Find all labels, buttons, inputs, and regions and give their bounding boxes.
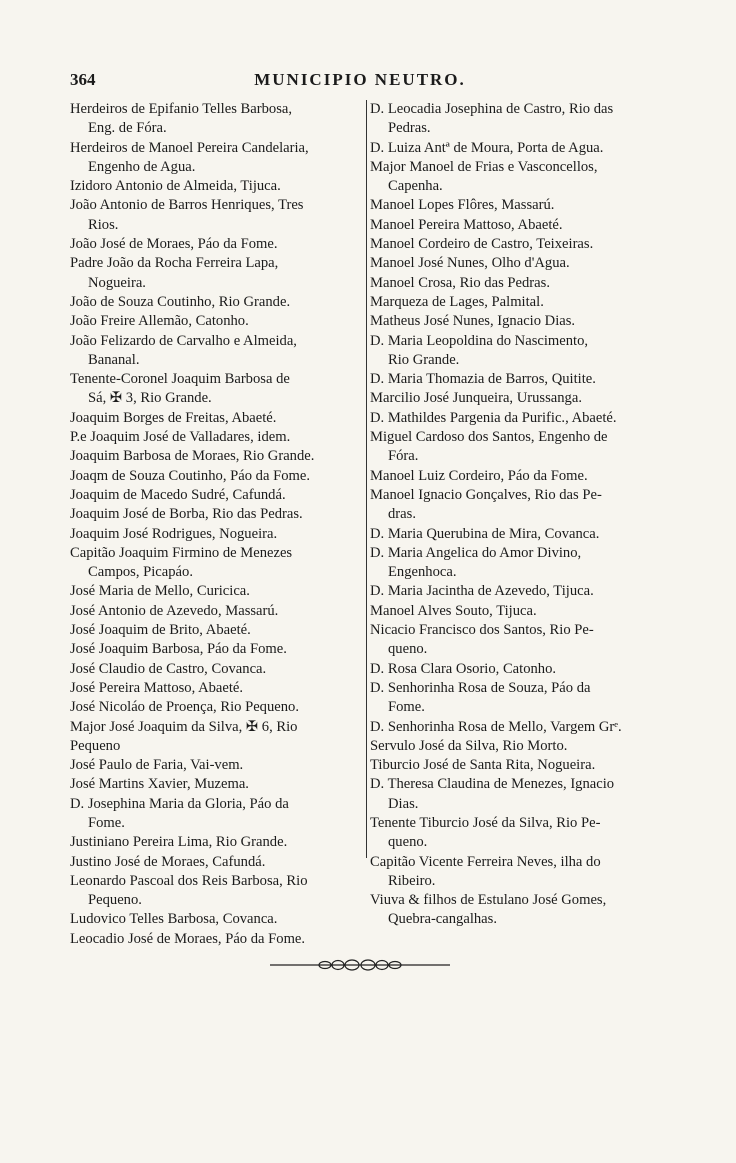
- directory-entry: [70, 467, 358, 486]
- directory-entry: [70, 447, 358, 466]
- entry-line: D. Josephina Maria da Gloria, Páo da: [70, 795, 289, 812]
- entry-line: Manoel Alves Souto, Tijuca.: [370, 602, 537, 619]
- entry-continuation: Pequeno.: [88, 892, 142, 909]
- directory-entry: [70, 100, 358, 139]
- directory-entry: [370, 389, 655, 408]
- entry-line: Nicacio Francisco dos Santos, Rio Pe-: [370, 622, 594, 639]
- right-column: [366, 100, 655, 928]
- directory-entry: [370, 582, 655, 601]
- directory-entry: [370, 370, 655, 389]
- entry-line: D. Rosa Clara Osorio, Catonho.: [370, 660, 557, 677]
- entry-line: Joaquim José Rodrigues, Nogueira.: [70, 525, 278, 542]
- entry-continuation: dras.: [388, 506, 416, 523]
- entry-line: Major José Joaquim da Silva, ✠ 6, Rio: [70, 718, 298, 735]
- entry-continuation: queno.: [388, 834, 428, 851]
- entry-line: Servulo José da Silva, Rio Morto.: [370, 737, 568, 754]
- entry-line: Herdeiros de Epifanio Telles Barbosa,: [70, 101, 293, 117]
- entry-line: Manoel Crosa, Rio das Pedras.: [370, 274, 550, 291]
- directory-entry: [370, 293, 655, 312]
- entry-line: Marcilio José Junqueira, Urussanga.: [370, 390, 582, 407]
- directory-entry: [370, 428, 655, 467]
- entry-line: José Nicoláo de Proença, Rio Pequeno.: [70, 699, 299, 716]
- entry-continuation: Eng. de Fóra.: [88, 120, 167, 137]
- entry-line: Manoel Luiz Cordeiro, Páo da Fome.: [370, 467, 588, 484]
- entry-line: Izidoro Antonio de Almeida, Tijuca.: [70, 178, 281, 195]
- directory-entry: [70, 505, 358, 524]
- entry-line: Capitão Joaquim Firmino de Menezes: [70, 544, 293, 561]
- directory-entry: [370, 467, 655, 486]
- directory-entry: [70, 332, 358, 371]
- entry-line: José Martins Xavier, Muzema.: [70, 776, 249, 793]
- directory-entry: [370, 814, 655, 853]
- directory-entry: [370, 216, 655, 235]
- directory-entry: [70, 312, 358, 331]
- entry-line: Tenente-Coronel Joaquim Barbosa de: [70, 371, 290, 388]
- directory-entry: [70, 544, 358, 583]
- directory-entry: [370, 274, 655, 293]
- directory-entry: [70, 872, 358, 911]
- entry-line: Joaquim Barbosa de Moraes, Rio Grande.: [70, 448, 315, 465]
- entry-line: D. Senhorinha Rosa de Mello, Vargem Grᵉ.: [370, 718, 622, 735]
- directory-entry: [370, 486, 655, 525]
- entry-line: D. Luiza Antª de Moura, Porta de Agua.: [370, 139, 604, 156]
- entry-continuation: Rio Grande.: [388, 351, 460, 368]
- directory-entry: [370, 737, 655, 756]
- entry-continuation: Capenha.: [388, 178, 443, 195]
- entry-line: Miguel Cardoso dos Santos, Engenho de: [370, 429, 608, 446]
- entry-continuation: Pequeno: [70, 737, 121, 754]
- directory-entry: [70, 640, 358, 659]
- entry-line: D. Leocadia Josephina de Castro, Rio das: [370, 101, 614, 117]
- directory-entry: [70, 370, 358, 409]
- entry-line: D. Theresa Claudina de Menezes, Ignacio: [370, 776, 615, 793]
- directory-entry: [70, 930, 358, 949]
- entry-line: D. Maria Thomazia de Barros, Quitite.: [370, 371, 596, 388]
- directory-entry: [70, 409, 358, 428]
- entry-line: P.e Joaquim José de Valladares, idem.: [70, 429, 291, 446]
- entry-line: José Antonio de Azevedo, Massarú.: [70, 602, 279, 619]
- entry-line: D. Maria Jacintha de Azevedo, Tijuca.: [370, 583, 594, 600]
- directory-entry: [370, 679, 655, 718]
- directory-entry: [70, 775, 358, 794]
- directory-entry: [70, 602, 358, 621]
- entry-continuation: Pedras.: [388, 120, 431, 137]
- entry-line: Ludovico Telles Barbosa, Covanca.: [70, 911, 278, 928]
- entry-continuation: Bananal.: [88, 351, 140, 368]
- directory-entry: [370, 621, 655, 660]
- entry-line: Capitão Vicente Ferreira Neves, ilha do: [370, 853, 601, 870]
- directory-entry: [370, 235, 655, 254]
- entry-line: Viuva & filhos de Estulano José Gomes,: [370, 892, 607, 909]
- directory-entry: [70, 293, 358, 312]
- directory-entry: [370, 332, 655, 371]
- entry-line: Joaquim José de Borba, Rio das Pedras.: [70, 506, 303, 523]
- entry-line: Tiburcio José de Santa Rita, Nogueira.: [370, 757, 596, 774]
- directory-entry: [370, 660, 655, 679]
- entry-continuation: Fóra.: [388, 448, 419, 465]
- entry-line: Matheus José Nunes, Ignacio Dias.: [370, 313, 576, 330]
- page-header: [70, 70, 650, 94]
- entry-line: Manoel Ignacio Gonçalves, Rio das Pe-: [370, 486, 602, 503]
- directory-entry: [70, 235, 358, 254]
- entry-line: Justino José de Moraes, Cafundá.: [70, 853, 266, 870]
- entry-line: João José de Moraes, Páo da Fome.: [70, 236, 278, 253]
- entry-line: Manoel Cordeiro de Castro, Teixeiras.: [370, 236, 594, 253]
- directory-entry: [70, 718, 358, 757]
- directory-entry: [370, 853, 655, 892]
- entry-continuation: queno.: [388, 641, 428, 658]
- entry-line: João Felizardo de Carvalho e Almeida,: [70, 332, 297, 349]
- directory-entry: [70, 428, 358, 447]
- entry-line: Marqueza de Lages, Palmital.: [370, 293, 544, 310]
- directory-entry: [370, 100, 655, 139]
- directory-entry: [70, 621, 358, 640]
- entry-line: Manoel Lopes Flôres, Massarú.: [370, 197, 555, 214]
- entry-line: Joaquim Borges de Freitas, Abaeté.: [70, 409, 277, 426]
- directory-entry: [70, 525, 358, 544]
- directory-entry: [370, 139, 655, 158]
- directory-entry: [70, 698, 358, 717]
- entry-continuation: Fome.: [388, 699, 425, 716]
- entry-line: José Pereira Mattoso, Abaeté.: [70, 679, 244, 696]
- left-column: [70, 100, 358, 949]
- entry-line: D. Maria Leopoldina do Nascimento,: [370, 332, 589, 349]
- entry-line: Manoel Pereira Mattoso, Abaeté.: [370, 216, 563, 233]
- entry-line: Manoel José Nunes, Olho d'Agua.: [370, 255, 570, 272]
- entry-line: Justiniano Pereira Lima, Rio Grande.: [70, 834, 288, 851]
- entry-line: Major Manoel de Frias e Vasconcellos,: [370, 158, 598, 175]
- directory-entry: [370, 602, 655, 621]
- entry-continuation: Nogueira.: [88, 274, 146, 291]
- directory-entry: [70, 833, 358, 852]
- directory-entry: [70, 139, 358, 178]
- entry-continuation: Ribeiro.: [388, 872, 436, 889]
- entry-line: José Claudio de Castro, Covanca.: [70, 660, 267, 677]
- entry-line: Joaquim de Macedo Sudré, Cafundá.: [70, 486, 286, 503]
- entry-continuation: Campos, Picapáo.: [88, 564, 193, 581]
- page-title: MUNICIPIO NEUTRO.: [254, 70, 466, 89]
- page-number: 364: [70, 70, 96, 89]
- directory-entry: [70, 910, 358, 929]
- end-ornament: [270, 958, 450, 972]
- entry-line: Tenente Tiburcio José da Silva, Rio Pe-: [370, 814, 601, 831]
- entry-line: Padre João da Rocha Ferreira Lapa,: [70, 255, 279, 272]
- entry-line: José Paulo de Faria, Vai-vem.: [70, 757, 244, 774]
- directory-entry: [370, 775, 655, 814]
- directory-entry: [70, 795, 358, 834]
- directory-entry: [70, 582, 358, 601]
- entry-line: José Joaquim de Brito, Abaeté.: [70, 622, 251, 639]
- directory-entry: [70, 679, 358, 698]
- directory-entry: [70, 486, 358, 505]
- directory-entry: [70, 756, 358, 775]
- directory-entry: [70, 254, 358, 293]
- directory-entry: [370, 254, 655, 273]
- entry-continuation: Rios.: [88, 216, 119, 233]
- directory-entry: [370, 196, 655, 215]
- directory-entry: [370, 409, 655, 428]
- entry-line: João Freire Allemão, Catonho.: [70, 313, 249, 330]
- directory-entry: [70, 196, 358, 235]
- directory-entry: [370, 891, 655, 930]
- directory-entry: [370, 718, 655, 737]
- entry-continuation: Sá, ✠ 3, Rio Grande.: [88, 390, 212, 407]
- directory-entry: [370, 312, 655, 331]
- entry-line: João de Souza Coutinho, Rio Grande.: [70, 293, 291, 310]
- entry-line: Herdeiros de Manoel Pereira Candelaria,: [70, 139, 309, 156]
- entry-line: D. Maria Querubina de Mira, Covanca.: [370, 525, 600, 542]
- entry-continuation: Engenhoca.: [388, 564, 457, 581]
- entry-line: Joaqm de Souza Coutinho, Páo da Fome.: [70, 467, 310, 484]
- entry-continuation: Quebra-cangalhas.: [388, 911, 497, 928]
- entry-line: Leonardo Pascoal dos Reis Barbosa, Rio: [70, 872, 308, 889]
- directory-entry: [70, 177, 358, 196]
- directory-entry: [70, 853, 358, 872]
- entry-continuation: Fome.: [88, 814, 125, 831]
- directory-entry: [370, 158, 655, 197]
- entry-line: Leocadio José de Moraes, Páo da Fome.: [70, 930, 306, 947]
- entry-continuation: Engenho de Agua.: [88, 158, 196, 175]
- entry-line: João Antonio de Barros Henriques, Tres: [70, 197, 304, 214]
- entry-line: José Joaquim Barbosa, Páo da Fome.: [70, 641, 287, 658]
- directory-entry: [370, 525, 655, 544]
- entry-line: D. Senhorinha Rosa de Souza, Páo da: [370, 679, 591, 696]
- entry-line: José Maria de Mello, Curicica.: [70, 583, 250, 600]
- entry-line: D. Mathildes Pargenia da Purific., Abaeté.: [370, 409, 617, 426]
- directory-entry: [70, 660, 358, 679]
- directory-entry: [370, 544, 655, 583]
- entry-line: D. Maria Angelica do Amor Divino,: [370, 544, 582, 561]
- entry-continuation: Dias.: [388, 795, 419, 812]
- directory-entry: [370, 756, 655, 775]
